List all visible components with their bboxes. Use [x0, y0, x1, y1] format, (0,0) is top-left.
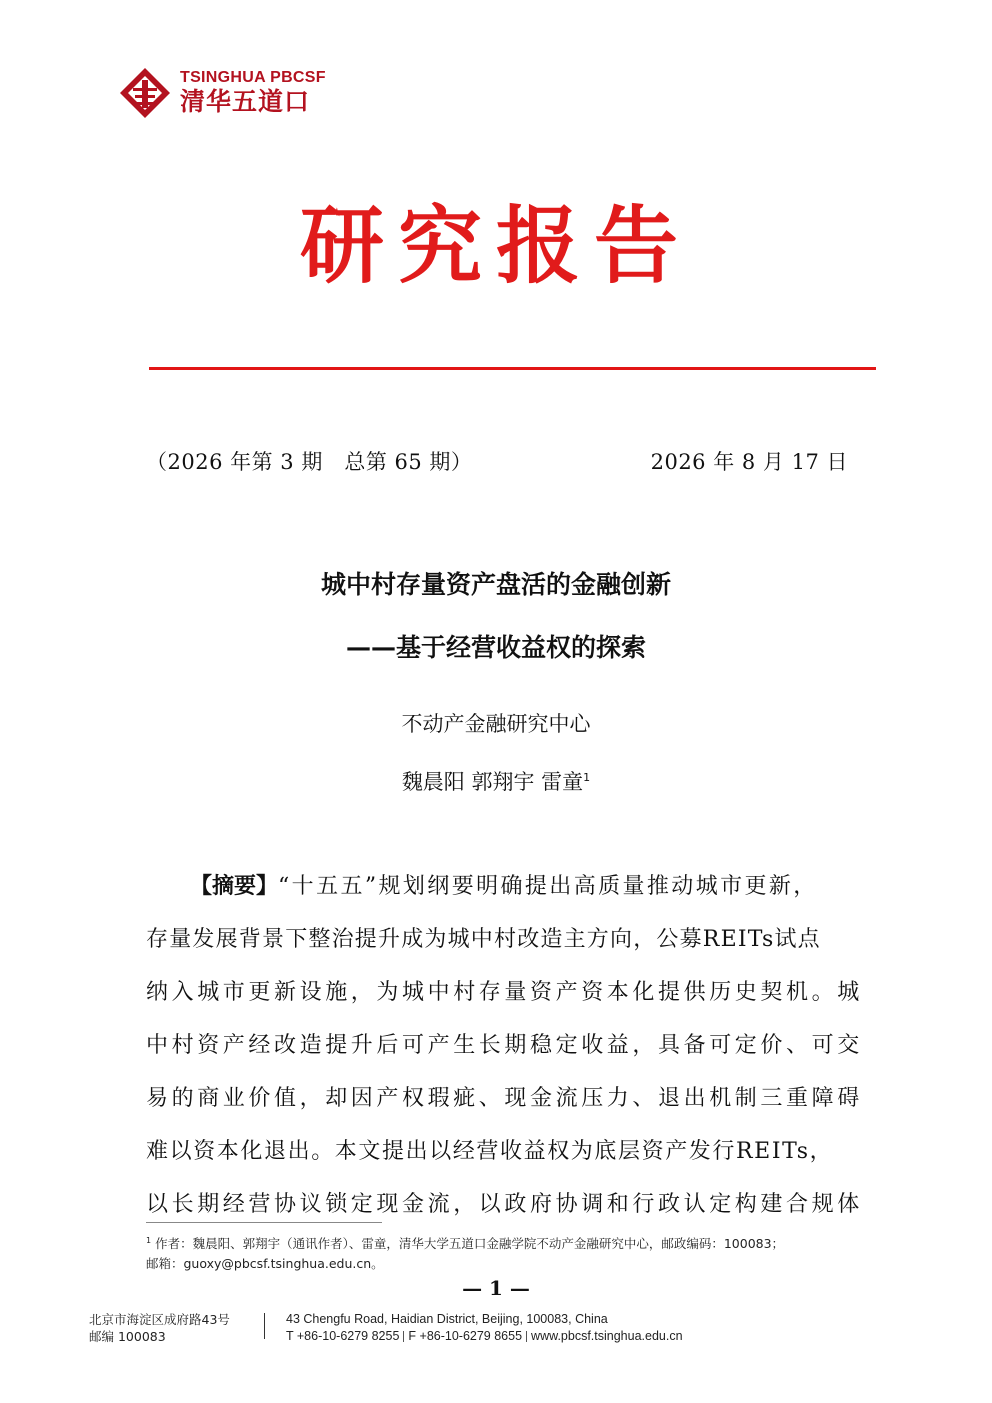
abstract-line: 纳入城市更新设施，为城中村存量资产资本化提供历史契机。城	[146, 980, 863, 1005]
website-link[interactable]: www.pbcsf.tsinghua.edu.cn	[531, 1329, 683, 1343]
logo-name-cn: 清华五道口	[180, 87, 311, 116]
contact-separator	[526, 1331, 527, 1342]
address-en	[286, 1311, 683, 1345]
footnote-divider	[146, 1222, 382, 1223]
logo-name-en: TSINGHUA PBCSF	[180, 69, 326, 86]
author-names: 魏晨阳 郭翔宇 雷童	[401, 770, 584, 794]
fax: F +86-10-6279 8655	[408, 1329, 523, 1343]
footnote-mark: 1	[146, 1236, 152, 1245]
abstract-line: 以长期经营协议锁定现金流，以政府协调和行政认定构建合规体	[146, 1192, 863, 1217]
footnote	[146, 1231, 856, 1274]
header-divider	[149, 367, 876, 370]
telephone: T +86-10-6279 8255	[286, 1329, 400, 1343]
footnote-line	[146, 1231, 856, 1254]
abstract-line: 存量发展背景下整治提升成为城中村改造主方向，公募REITs试点	[146, 927, 821, 952]
abstract-line: 易的商业价值，却因产权瑕疵、现金流压力、退出机制三重障碍	[146, 1086, 863, 1111]
footnote-email: 邮箱：guoxy@pbcsf.tsinghua.edu.cn。	[146, 1256, 384, 1272]
address-cn-postcode: 邮编 100083	[89, 1329, 166, 1344]
authors	[0, 766, 992, 796]
report-title: 研究报告	[299, 196, 692, 295]
article-title: 城中村存量资产盘活的金融创新	[320, 570, 671, 599]
footnote-text: 作者：魏晨阳、郭翔宇（通讯作者）、雷童，清华大学五道口金融学院不动产金融研究中心，邮政编码：100083；	[155, 1236, 785, 1252]
research-center: 不动产金融研究中心	[401, 712, 591, 736]
logo	[118, 66, 326, 120]
address-divider	[264, 1313, 265, 1339]
article-subtitle: ——基于经营收益权的探索	[345, 633, 646, 662]
issue-number: （2026 年第 3 期 总第 65 期）	[146, 450, 473, 474]
abstract-label: 【摘要】	[190, 874, 279, 899]
abstract-line: 中村资产经改造提升后可产生长期稳定收益，具备可定价、可交	[146, 1033, 863, 1058]
address-en-street: 43 Chengfu Road, Haidian District, Beijing, 100083, China	[286, 1312, 608, 1326]
issue-date: 2026 年 8 月 17 日	[650, 450, 848, 474]
abstract	[146, 860, 863, 1231]
address-cn-street: 北京市海淀区成府路43号	[89, 1312, 230, 1327]
page-number: — 1 —	[462, 1276, 530, 1300]
abstract-line: 难以资本化退出。本文提出以经营收益权为底层资产发行REITs，	[146, 1139, 834, 1164]
tsinghua-pbcsf-logo-icon	[118, 66, 172, 120]
abstract-text: “十五五”规划纲要明确提出高质量推动城市更新，	[278, 874, 818, 899]
abstract-line	[146, 860, 852, 913]
footnote-reference: 1	[583, 771, 591, 784]
address-contacts	[286, 1328, 683, 1345]
contact-separator	[403, 1331, 404, 1342]
address-cn	[89, 1311, 230, 1345]
